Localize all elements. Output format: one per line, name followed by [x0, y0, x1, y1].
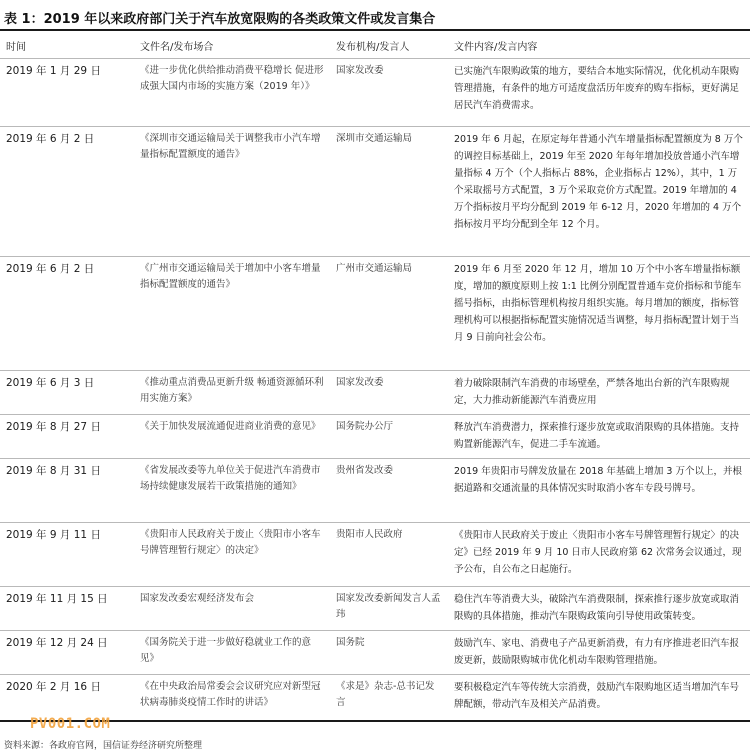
cell-date: 2020 年 2 月 16 日 [0, 675, 134, 721]
cell-date: 2019 年 1 月 29 日 [0, 59, 134, 127]
cell-org: 国家发改委 [330, 371, 448, 415]
table-header-row [0, 32, 750, 59]
cell-date: 2019 年 9 月 11 日 [0, 523, 134, 587]
title-rule [0, 29, 750, 31]
table-row [0, 587, 750, 631]
cell-date: 2019 年 6 月 3 日 [0, 371, 134, 415]
source-note: 资料来源：各政府官网，国信证券经济研究所整理 [4, 741, 203, 751]
table-row [0, 371, 750, 415]
table-row [0, 523, 750, 587]
table-row [0, 459, 750, 523]
table-row [0, 415, 750, 459]
cell-content: 释放汽车消费潜力，探索推行逐步放宽或取消限购的具体措施。支持购置新能源汽车，促进二手车流通。 [448, 415, 750, 459]
cell-doc: 《关于加快发展流通促进商业消费的意见》 [134, 415, 330, 459]
cell-org: 《求是》杂志-总书记发言 [330, 675, 448, 721]
header-doc: 文件名/发布场合 [134, 32, 330, 59]
cell-doc: 《国务院关于进一步做好稳就业工作的意见》 [134, 631, 330, 675]
cell-org: 国务院办公厅 [330, 415, 448, 459]
cell-org: 贵州省发改委 [330, 459, 448, 523]
header-org: 发布机构/发言人 [330, 32, 448, 59]
cell-content: 着力破除限制汽车消费的市场壁垒，严禁各地出台新的汽车限购规定，大力推动新能源汽车消费应用 [448, 371, 750, 415]
cell-date: 2019 年 11 月 15 日 [0, 587, 134, 631]
cell-org: 国家发改委新闻发言人孟玮 [330, 587, 448, 631]
table-row [0, 59, 750, 127]
cell-doc: 《在中央政治局常委会会议研究应对新型冠状病毒肺炎疫情工作时的讲话》 [134, 675, 330, 721]
cell-org: 深圳市交通运输局 [330, 127, 448, 257]
cell-content: 2019 年贵阳市号牌发放量在 2018 年基础上增加 3 万个以上，并根据道路和交通流量的具体情况实时取消小客车专段号牌号。 [448, 459, 750, 523]
cell-date: 2019 年 8 月 31 日 [0, 459, 134, 523]
cell-org: 国家发改委 [330, 59, 448, 127]
cell-doc: 《推动重点消费品更新升级 畅通资源循环利用实施方案》 [134, 371, 330, 415]
cell-content: 要积极稳定汽车等传统大宗消费，鼓励汽车限购地区适当增加汽车号牌配额，带动汽车及相关产品消费。 [448, 675, 750, 721]
cell-doc: 《贵阳市人民政府关于废止〈贵阳市小客车号牌管理暂行规定〉的决定》 [134, 523, 330, 587]
table-title: 表 1：2019 年以来政府部门关于汽车放宽限购的各类政策文件或发言集合 [4, 12, 436, 27]
cell-content: 稳住汽车等消费大头，破除汽车消费限制，探索推行逐步放宽或取消限购的具体措施，推动汽车限购政策向引导使用政策转变。 [448, 587, 750, 631]
cell-org: 贵阳市人民政府 [330, 523, 448, 587]
cell-content: 2019 年 6 月起，在原定每年普通小汽车增量指标配置额度为 8 万个的调控目标基础上，2019 年至 2020 年每年增加投放普通小汽车增量指标 4 万个（个人指标占 88%，企业指标占 12%），其中，1 万个采取摇号方式配置，3 万个采取竞价方式配置。2019 年增加的 4 万个指标按月平均分配到 2019 年 6-12 月，2020 年增加的 4 万个指标按月平均分配到全年 12 个月。 [448, 127, 750, 257]
cell-doc: 《广州市交通运输局关于增加中小客车增量指标配置额度的通告》 [134, 257, 330, 371]
table-row [0, 127, 750, 257]
cell-doc: 国家发改委宏观经济发布会 [134, 587, 330, 631]
watermark-text: PV001.COM [30, 716, 111, 732]
cell-content: 鼓励汽车、家电、消费电子产品更新消费，有力有序推进老旧汽车报废更新，鼓励限购城市优化机动车限购管理措施。 [448, 631, 750, 675]
cell-content: 《贵阳市人民政府关于废止〈贵阳市小客车号牌管理暂行规定〉的决定》已经 2019 年 9 月 10 日市人民政府第 62 次常务会议通过，现予公布，自公布之日起施行。 [448, 523, 750, 587]
cell-content: 已实施汽车限购政策的地方，要结合本地实际情况，优化机动车限购管理措施，有条件的地方可适度盘活历年废弃的购车指标，更好满足居民汽车消费需求。 [448, 59, 750, 127]
cell-doc: 《进一步优化供给推动消费平稳增长 促进形成强大国内市场的实施方案（2019 年）》 [134, 59, 330, 127]
cell-doc: 《省发展改委等九单位关于促进汽车消费市场持续健康发展若干政策措施的通知》 [134, 459, 330, 523]
header-content: 文件内容/发言内容 [448, 32, 750, 59]
cell-org: 广州市交通运输局 [330, 257, 448, 371]
cell-date: 2019 年 12 月 24 日 [0, 631, 134, 675]
cell-date: 2019 年 6 月 2 日 [0, 127, 134, 257]
cell-content: 2019 年 6 月至 2020 年 12 月，增加 10 万个中小客车增量指标额度，增加的额度原则上按 1:1 比例分别配置普通车竞价指标和节能车摇号指标，由指标管理机构按月组织实施。每月增加的额度，指标管理机构可以根据指标配置实施情况适当调整，每月指标配置计划于当月 9 日前向社会公布。 [448, 257, 750, 371]
cell-date: 2019 年 8 月 27 日 [0, 415, 134, 459]
header-date: 时间 [0, 32, 134, 59]
table-row [0, 631, 750, 675]
cell-doc: 《深圳市交通运输局关于调整我市小汽车增量指标配置额度的通告》 [134, 127, 330, 257]
cell-org: 国务院 [330, 631, 448, 675]
policy-table [0, 32, 750, 722]
table-row [0, 257, 750, 371]
table-row [0, 675, 750, 721]
cell-date: 2019 年 6 月 2 日 [0, 257, 134, 371]
